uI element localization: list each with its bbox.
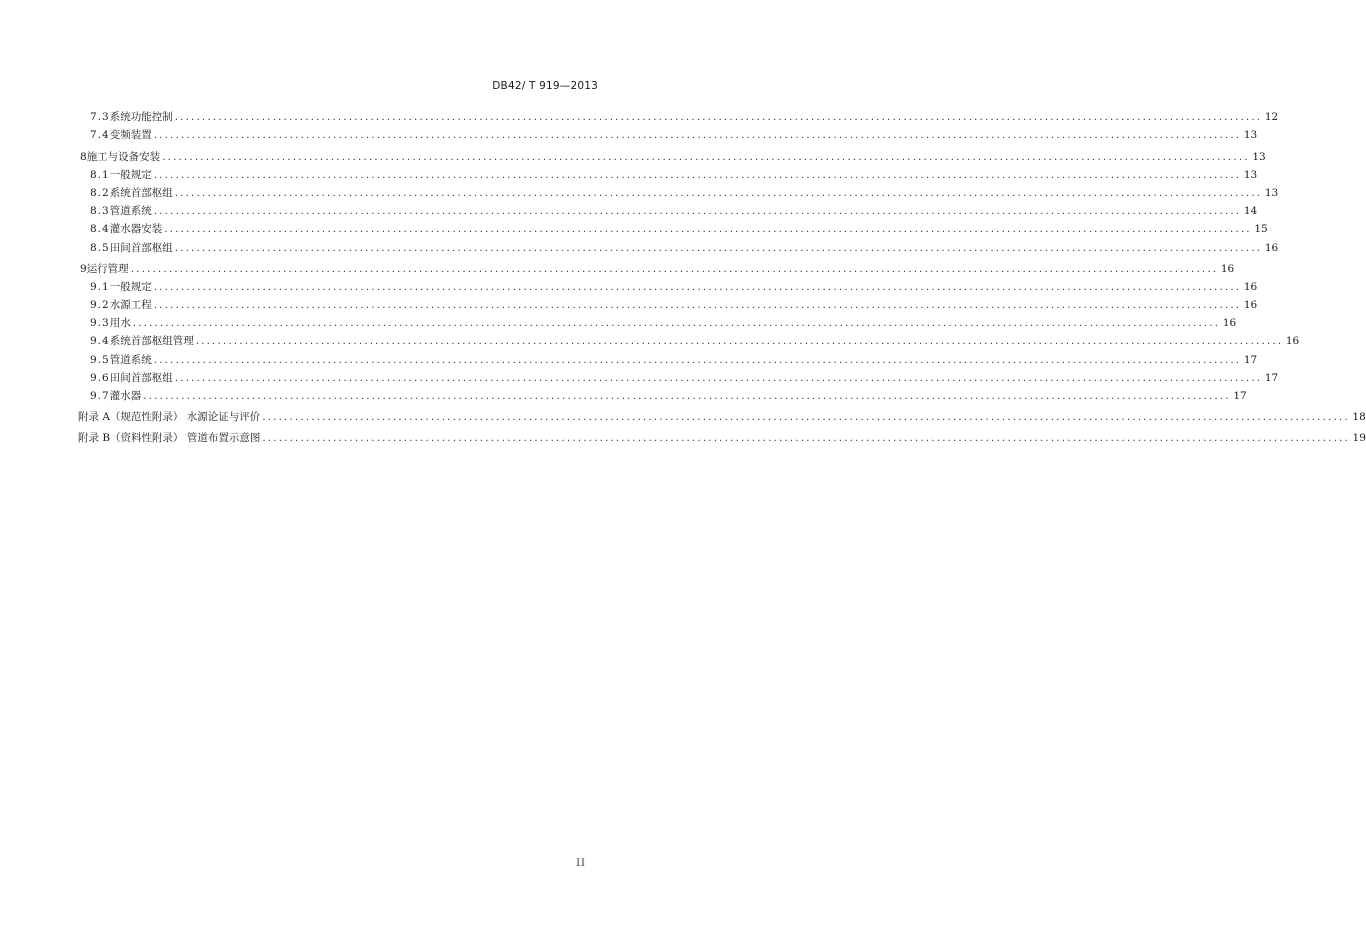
toc-entry-page: 13 [1243,168,1258,181]
toc-section-entry[interactable] [78,330,1300,348]
toc-entry-page: 16 [1264,241,1279,254]
toc-entry-title: 施工与设备安装 [86,150,161,163]
toc-entry-number: 9.3 [90,317,110,330]
toc-section-entry[interactable] [78,182,1279,200]
toc-entry-title: 水源工程 [109,299,152,312]
toc-leader-dots: ........................................................................................................................................................................................................ [153,168,1242,181]
toc-entry-page: 12 [1264,111,1279,124]
toc-entry-title: 附录 B（资料性附录） 管道布置示意图 [78,432,261,445]
toc-leader-dots: ........................................................................................................................................................................................................ [195,335,1284,348]
toc-entry-page: 13 [1264,186,1279,199]
toc-leader-dots: ........................................................................................................................................................................................................ [174,186,1263,199]
toc-entry-title: 系统首部枢组 [109,186,173,199]
toc-chapter-entry[interactable] [78,258,1235,276]
toc-section-entry[interactable] [78,348,1258,366]
toc-entry-title: 灌水器 [109,390,142,402]
toc-leader-dots: ........................................................................................................................................................................................................ [153,280,1242,293]
toc-appendix-entry[interactable] [78,427,1366,445]
toc-entry-number: 8 [80,150,87,163]
toc-leader-dots: ........................................................................................................................................................................................................ [132,317,1221,330]
toc-leader-dots: ........................................................................................................................................................................................................ [174,111,1263,124]
toc-entry-page: 13 [1243,129,1258,142]
toc-entry-title: 管道系统 [109,353,152,366]
toc-entry-page: 16 [1220,262,1235,275]
toc-entry-page: 16 [1243,299,1258,312]
toc-entry-number: 8.5 [90,241,110,254]
toc-entry-title: 附录 A（规范性附录） 水源论证与评价 [78,411,261,424]
toc-leader-dots: ........................................................................................................................................................................................................ [153,353,1242,366]
toc-entry-page: 17 [1264,371,1279,384]
toc-entry-number: 9 [80,262,87,275]
toc-entry-title: 管道系统 [109,205,152,218]
toc-entry-number: 9.1 [90,280,110,293]
toc-leader-dots: ........................................................................................................................................................................................................ [153,205,1242,218]
toc-entry-page: 19 [1352,432,1366,445]
table-of-contents [78,106,1366,445]
toc-entry-number: 8.3 [90,205,110,218]
toc-appendix-entry[interactable] [78,406,1366,424]
document-code: DB42/ T 919—2013 [492,80,598,92]
toc-section-entry[interactable] [78,312,1237,330]
toc-entry-page: 16 [1222,317,1237,330]
toc-leader-dots: ........................................................................................................................................................................................................ [174,371,1263,384]
toc-entry-number: 9.6 [90,371,110,384]
toc-section-entry[interactable] [78,218,1268,236]
toc-section-entry[interactable] [78,294,1258,312]
toc-section-entry[interactable] [78,385,1247,403]
toc-entry-number: 7.4 [90,129,110,142]
toc-section-entry[interactable] [78,106,1279,124]
toc-leader-dots: ........................................................................................................................................................................................................ [130,262,1219,275]
toc-entry-title: 系统功能控制 [109,111,173,124]
toc-entry-page: 17 [1243,353,1258,366]
toc-entry-page: 13 [1252,150,1266,163]
toc-entry-number: 9.4 [90,335,110,348]
toc-entry-title: 灌水器安装 [109,223,163,236]
toc-leader-dots: ........................................................................................................................................................................................................ [153,129,1242,142]
toc-entry-number: 9.5 [90,353,110,366]
toc-leader-dots: ........................................................................................................................................................................................................ [162,150,1250,163]
toc-entry-page: 16 [1285,335,1300,348]
toc-section-entry[interactable] [78,164,1258,182]
toc-leader-dots: ........................................................................................................................................................................................................ [262,411,1350,424]
toc-entry-title: 用水 [109,317,131,330]
toc-entry-title: 一般规定 [109,168,152,181]
toc-entry-page: 16 [1243,280,1258,293]
toc-entry-page: 18 [1352,411,1366,424]
toc-entry-number: 9.7 [90,390,110,402]
toc-leader-dots: ........................................................................................................................................................................................................ [143,390,1231,402]
toc-leader-dots: ........................................................................................................................................................................................................ [153,299,1242,312]
toc-chapter-entry[interactable] [78,145,1266,163]
page-number: II [576,858,586,869]
toc-entry-page: 14 [1243,205,1258,218]
toc-entry-number: 7.3 [90,111,110,124]
toc-entry-page: 17 [1233,390,1247,402]
toc-entry-number: 9.2 [90,299,110,312]
toc-entry-title: 田间首部枢组 [109,371,173,384]
toc-section-entry[interactable] [78,124,1258,142]
toc-entry-title: 系统首部枢组管理 [109,335,194,348]
toc-section-entry[interactable] [78,200,1258,218]
toc-entry-title: 一般规定 [109,280,152,293]
toc-leader-dots: ........................................................................................................................................................................................................ [262,432,1350,445]
toc-section-entry[interactable] [78,236,1279,254]
toc-section-entry[interactable] [78,276,1258,294]
toc-entry-page: 15 [1254,223,1268,236]
toc-entry-number: 8.1 [90,168,110,181]
toc-entry-title: 变频装置 [109,129,152,142]
toc-section-entry[interactable] [78,367,1279,385]
toc-entry-number: 8.2 [90,186,110,199]
toc-entry-number: 8.4 [90,223,110,236]
toc-leader-dots: ........................................................................................................................................................................................................ [164,223,1252,236]
toc-leader-dots: ........................................................................................................................................................................................................ [174,241,1263,254]
toc-entry-title: 运行管理 [86,262,129,275]
toc-entry-title: 田间首部枢组 [109,241,173,254]
